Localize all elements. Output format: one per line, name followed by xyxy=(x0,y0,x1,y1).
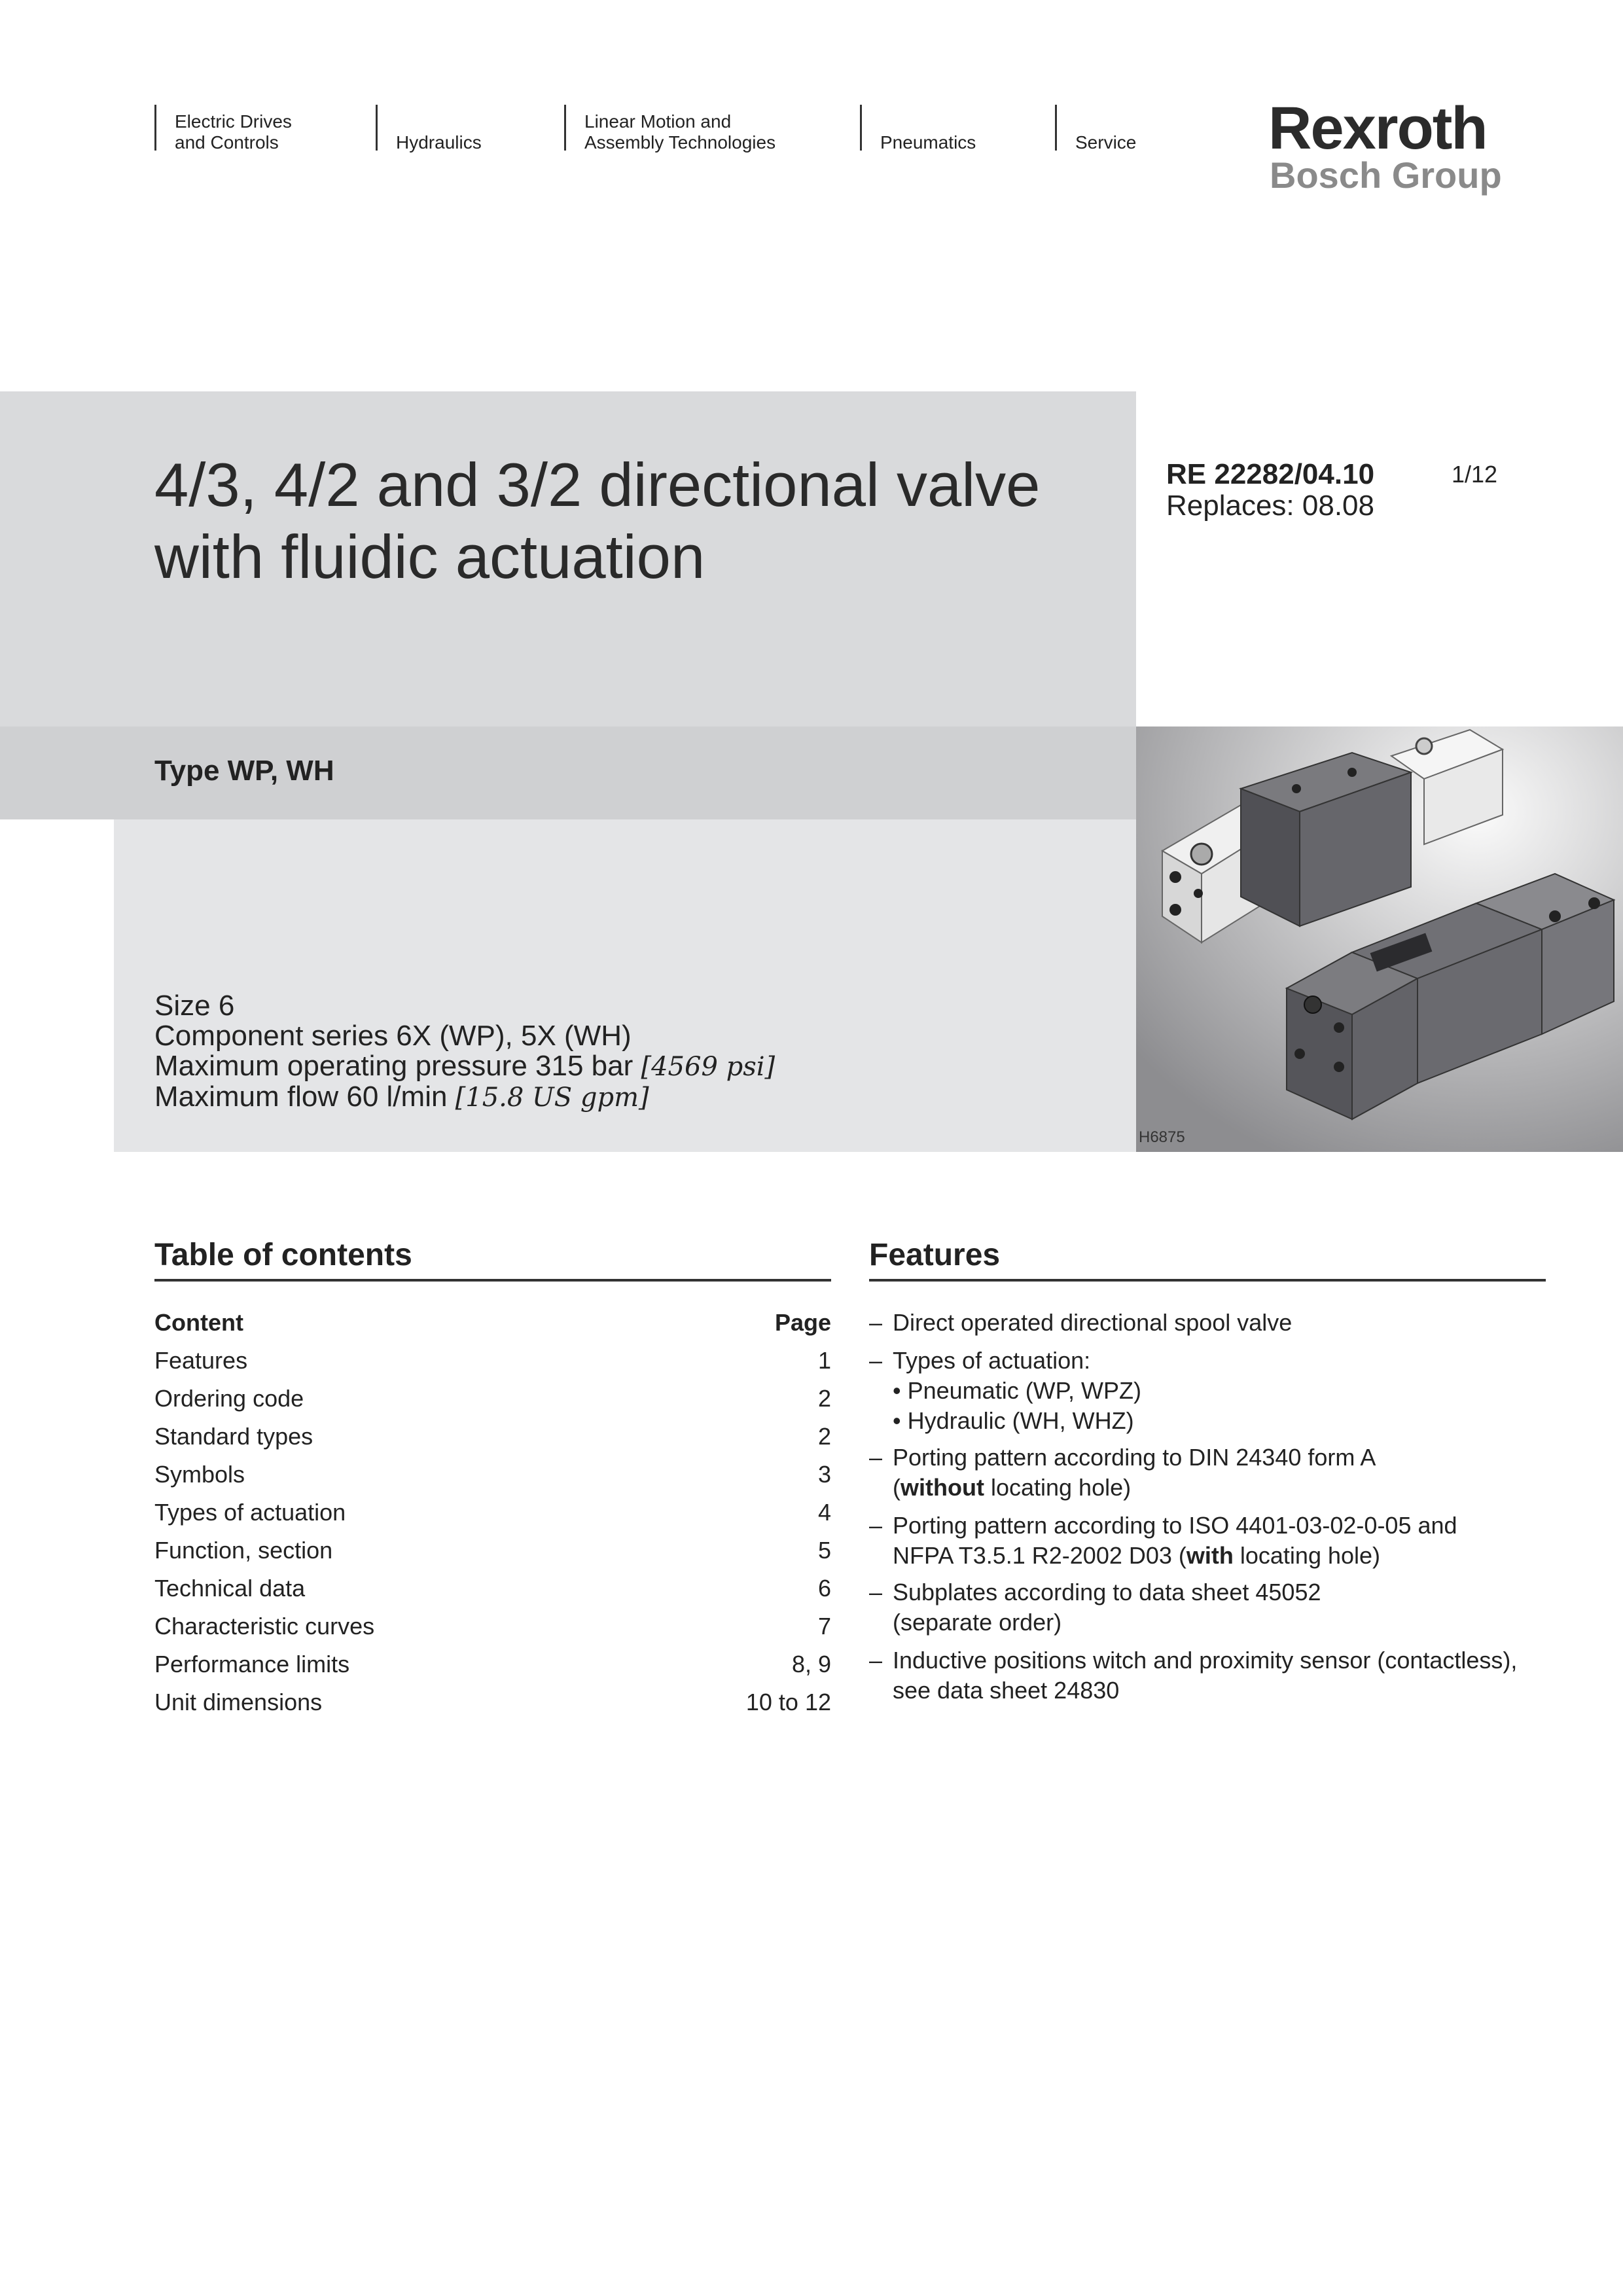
toc-row-technical-data[interactable] xyxy=(154,1570,831,1607)
feature-text-block xyxy=(893,1645,1517,1706)
toc-row-page: 6 xyxy=(817,1575,831,1602)
nav-item-label: Electric Drives xyxy=(175,111,292,132)
rexroth-logo: Rexroth xyxy=(1268,95,1487,162)
toc-row-standard-types[interactable] xyxy=(154,1418,831,1456)
toc-row-performance-limits[interactable] xyxy=(154,1645,831,1683)
nav-item-linear-motion[interactable] xyxy=(564,105,776,152)
feature-text: Types of actuation: xyxy=(893,1347,1091,1374)
toc-row-page: 2 xyxy=(817,1423,831,1450)
document-number: RE 22282/04.10 xyxy=(1166,458,1375,490)
list-dash: – xyxy=(869,1579,883,1605)
feature-text: Porting pattern according to DIN 24340 form A xyxy=(893,1444,1376,1471)
product-image xyxy=(1136,726,1623,1152)
toc-row-page: 2 xyxy=(817,1385,831,1412)
toc-row-page: 10 to 12 xyxy=(745,1689,831,1715)
toc-row-characteristic-curves[interactable] xyxy=(154,1607,831,1645)
feature-text: Inductive positions witch and proximity sensor (contactless), xyxy=(893,1647,1518,1674)
feature-text: see data sheet 24830 xyxy=(893,1677,1120,1704)
title-line: with fluidic actuation xyxy=(154,522,705,591)
feature-text-block xyxy=(893,1346,1141,1436)
nav-item-label: and Controls xyxy=(175,132,279,152)
emphasis-text: with xyxy=(1186,1542,1234,1569)
spec-flow-metric: Maximum flow 60 l/min xyxy=(154,1081,448,1113)
text-fragment: ( xyxy=(893,1474,901,1501)
nav-item-label: Service xyxy=(1075,132,1137,152)
nav-item-label: Linear Motion and xyxy=(584,111,732,132)
toc-row-symbols[interactable] xyxy=(154,1456,831,1494)
toc-row-label: Features xyxy=(154,1347,248,1374)
toc-row-label: Ordering code xyxy=(154,1385,304,1412)
feature-text-line xyxy=(893,1473,1376,1503)
spec-pressure xyxy=(154,1051,775,1082)
text-fragment: locating hole) xyxy=(984,1474,1132,1501)
spec-size: Size 6 xyxy=(154,990,235,1022)
toc-row-features[interactable] xyxy=(154,1342,831,1380)
toc-col-content: Content xyxy=(154,1309,243,1336)
features-divider xyxy=(869,1279,1546,1282)
spec-pressure-us: [4569 psi] xyxy=(641,1052,776,1082)
toc-row-types-of-actuation[interactable] xyxy=(154,1494,831,1532)
feature-text: Direct operated directional spool valve xyxy=(893,1309,1293,1336)
page-number: 1/12 xyxy=(1452,461,1498,488)
spec-flow xyxy=(154,1082,775,1113)
list-dash: – xyxy=(869,1309,883,1336)
list-dash: – xyxy=(869,1444,883,1471)
image-code: H6875 xyxy=(1139,1128,1185,1146)
toc-row-label: Technical data xyxy=(154,1575,306,1602)
nav-item-hydraulics[interactable] xyxy=(376,105,482,152)
page-title xyxy=(154,449,1097,593)
title-line: 4/3, 4/2 and 3/2 directional valve xyxy=(154,450,1041,519)
spec-flow-us: [15.8 US gpm] xyxy=(455,1083,649,1113)
text-fragment: NFPA T3.5.1 R2-2002 D03 ( xyxy=(893,1542,1186,1569)
feature-subitem: • Pneumatic (WP, WPZ) xyxy=(893,1377,1142,1404)
nav-item-label: Pneumatics xyxy=(880,132,976,152)
toc-row-page: 3 xyxy=(817,1461,831,1488)
toc-row-unit-dimensions[interactable] xyxy=(154,1683,831,1721)
feature-text-line xyxy=(893,1541,1457,1571)
toc-row-label: Unit dimensions xyxy=(154,1689,323,1715)
replaces-note: Replaces: 08.08 xyxy=(1166,490,1374,522)
feature-text: Porting pattern according to ISO 4401-03-02-0-05 and xyxy=(893,1512,1457,1539)
feature-text-block xyxy=(893,1443,1376,1503)
toc-row-page: 1 xyxy=(817,1347,831,1374)
toc-row-label: Standard types xyxy=(154,1423,313,1450)
nav-item-electric-drives[interactable] xyxy=(154,105,292,152)
text-fragment: locating hole) xyxy=(1233,1542,1381,1569)
feature-text: (separate order) xyxy=(893,1609,1062,1636)
nav-item-pneumatics[interactable] xyxy=(860,105,976,152)
list-dash: – xyxy=(869,1647,883,1674)
toc-row-page: 7 xyxy=(817,1613,831,1640)
list-dash: – xyxy=(869,1347,883,1374)
toc-row-page: 5 xyxy=(817,1537,831,1564)
toc-divider xyxy=(154,1279,831,1282)
toc-header-row xyxy=(154,1304,831,1342)
type-label: Type WP, WH xyxy=(154,755,334,787)
feature-subitem: • Hydraulic (WH, WHZ) xyxy=(893,1407,1134,1434)
toc-row-label: Symbols xyxy=(154,1461,245,1488)
feature-text-block xyxy=(893,1511,1457,1571)
feature-text-block xyxy=(893,1577,1321,1638)
toc-row-function-section[interactable] xyxy=(154,1532,831,1570)
list-dash: – xyxy=(869,1512,883,1539)
toc-row-page: 8, 9 xyxy=(791,1651,831,1677)
toc-col-page: Page xyxy=(774,1309,831,1336)
spec-series: Component series 6X (WP), 5X (WH) xyxy=(154,1020,632,1052)
features-title: Features xyxy=(869,1238,1001,1272)
toc-row-ordering-code[interactable] xyxy=(154,1380,831,1418)
nav-item-label: Hydraulics xyxy=(396,132,482,152)
spec-pressure-metric: Maximum operating pressure 315 bar xyxy=(154,1050,633,1082)
toc-row-label: Characteristic curves xyxy=(154,1613,375,1640)
bosch-group-logo: Bosch Group xyxy=(1270,154,1502,196)
toc-title: Table of contents xyxy=(154,1238,412,1272)
specs-block xyxy=(154,991,775,1113)
toc-row-label: Types of actuation xyxy=(154,1499,346,1526)
feature-text: Subplates according to data sheet 45052 xyxy=(893,1579,1321,1605)
nav-item-label: Assembly Technologies xyxy=(584,132,776,152)
toc-row-page: 4 xyxy=(817,1499,831,1526)
emphasis-text: without xyxy=(901,1474,984,1501)
toc-row-label: Function, section xyxy=(154,1537,333,1564)
toc-row-label: Performance limits xyxy=(154,1651,350,1677)
nav-item-service[interactable] xyxy=(1055,105,1137,152)
